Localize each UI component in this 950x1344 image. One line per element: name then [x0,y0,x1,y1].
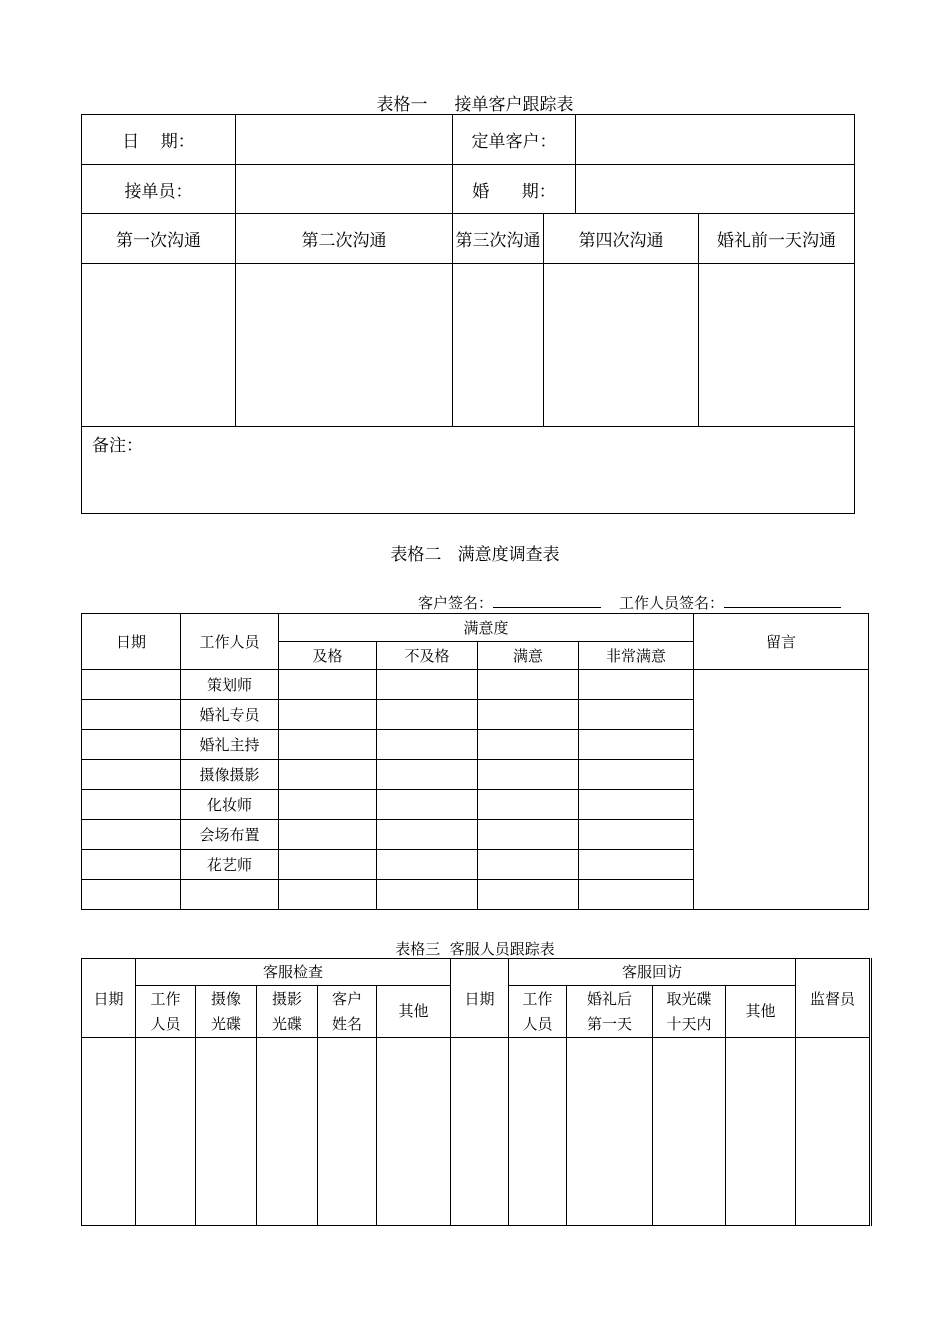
visit-staff-header: 工作 人员 [509,986,567,1038]
table-row-date[interactable] [82,670,181,700]
customer-sign-line[interactable] [493,592,601,608]
service-check-header: 客服检查 [136,959,451,986]
note-cell[interactable] [82,427,855,514]
table-row-date[interactable] [82,760,181,790]
comm-cell-4[interactable] [544,264,699,427]
comm-header-2: 第二次沟通 [236,214,453,264]
rating-cell[interactable] [579,850,694,880]
rating-cell[interactable] [377,850,478,880]
table-row-date[interactable] [82,700,181,730]
rating-cell[interactable] [377,670,478,700]
role-label: 摄像摄影 [181,760,279,790]
satisfaction-table [81,613,869,910]
check-other-header: 其他 [377,986,451,1038]
staff-sign-label: 工作人员签名： [619,594,725,612]
date-field[interactable] [236,115,453,165]
date-header: 日期 [82,959,136,1038]
order-customer-label: 定单客户： [453,115,576,165]
table-row-date[interactable] [82,730,181,760]
satisfaction-header: 满意度 [279,614,694,642]
rating-cell[interactable] [579,790,694,820]
note-label: 备注： [92,436,143,456]
order-customer-field[interactable] [576,115,855,165]
rating-cell[interactable] [377,760,478,790]
entry-cell[interactable] [196,1038,257,1226]
customer-signature [418,592,601,613]
check-staff-header: 工作 人员 [136,986,196,1038]
message-cell[interactable] [694,670,869,910]
receiver-label: 接单员： [82,165,236,214]
check-video-disc-header: 摄像 光碟 [196,986,257,1038]
rating-cell[interactable] [478,850,579,880]
supervisor-header: 监督员 [796,959,871,1038]
level-very-satisfied: 非常满意 [579,642,694,670]
entry-cell[interactable] [567,1038,653,1226]
rating-cell[interactable] [279,760,377,790]
table-row-date[interactable] [82,820,181,850]
role-label: 花艺师 [181,850,279,880]
service-visit-header: 客服回访 [509,959,796,986]
wedding-date-label: 婚 期： [453,165,576,214]
rating-cell[interactable] [579,700,694,730]
entry-cell[interactable] [82,1038,136,1226]
message-header: 留言 [694,614,869,670]
customer-tracking-table [81,114,855,514]
level-satisfied: 满意 [478,642,579,670]
rating-cell[interactable] [279,790,377,820]
staff-signature [619,592,841,613]
rating-cell[interactable] [478,820,579,850]
table-row-date[interactable] [82,880,181,910]
rating-cell[interactable] [377,700,478,730]
table1-caption: 表格一 接单客户跟踪表 [376,95,574,115]
date-label: 日 期： [82,115,236,165]
rating-cell[interactable] [478,700,579,730]
rating-cell[interactable] [377,880,478,910]
check-photo-disc-header: 摄影 光碟 [257,986,318,1038]
rating-cell[interactable] [478,880,579,910]
rating-cell[interactable] [377,790,478,820]
comm-header-1: 第一次沟通 [82,214,236,264]
wedding-date-field[interactable] [576,165,855,214]
role-label[interactable] [181,880,279,910]
rating-cell[interactable] [579,880,694,910]
table-row-date[interactable] [82,790,181,820]
table3-caption: 表格三 客服人员跟踪表 [395,940,555,958]
role-label: 婚礼专员 [181,700,279,730]
customer-sign-label: 客户签名： [418,594,494,612]
rating-cell[interactable] [579,760,694,790]
entry-cell[interactable] [377,1038,451,1226]
entry-cell[interactable] [136,1038,196,1226]
staff-header: 工作人员 [181,614,279,670]
rating-cell[interactable] [279,730,377,760]
rating-cell[interactable] [579,670,694,700]
entry-cell[interactable] [796,1038,871,1226]
entry-cell[interactable] [653,1038,726,1226]
comm-header-3: 第三次沟通 [453,214,544,264]
date-header: 日期 [82,614,181,670]
role-label: 策划师 [181,670,279,700]
rating-cell[interactable] [279,820,377,850]
rating-cell[interactable] [279,670,377,700]
visit-first-day-header: 婚礼后 第一天 [567,986,653,1038]
comm-cell-1[interactable] [82,264,236,427]
comm-cell-2[interactable] [236,264,453,427]
service-tracking-table [81,958,872,1226]
rating-cell[interactable] [579,730,694,760]
entry-cell[interactable] [726,1038,796,1226]
rating-cell[interactable] [279,700,377,730]
entry-cell[interactable] [257,1038,318,1226]
rating-cell[interactable] [579,820,694,850]
table-row-date[interactable] [82,850,181,880]
level-pass: 及格 [279,642,377,670]
rating-cell[interactable] [377,730,478,760]
rating-cell[interactable] [279,850,377,880]
level-fail: 不及格 [377,642,478,670]
role-label: 化妆师 [181,790,279,820]
staff-sign-line[interactable] [724,592,841,608]
date2-header: 日期 [451,959,509,1038]
rating-cell[interactable] [478,730,579,760]
rating-cell[interactable] [478,760,579,790]
table2-caption: 表格二 满意度调查表 [390,545,560,565]
comm-header-4: 第四次沟通 [544,214,699,264]
comm-cell-5[interactable] [699,264,855,427]
receiver-field[interactable] [236,165,453,214]
visit-other-header: 其他 [726,986,796,1038]
check-customer-name-header: 客户 姓名 [318,986,377,1038]
role-label: 婚礼主持 [181,730,279,760]
comm-header-5: 婚礼前一天沟通 [699,214,855,264]
entry-cell[interactable] [318,1038,377,1226]
rating-cell[interactable] [279,880,377,910]
rating-cell[interactable] [478,790,579,820]
role-label: 会场布置 [181,820,279,850]
comm-cell-3[interactable] [453,264,544,427]
rating-cell[interactable] [377,820,478,850]
entry-cell[interactable] [451,1038,509,1226]
entry-cell[interactable] [509,1038,567,1226]
rating-cell[interactable] [478,670,579,700]
visit-disc-pickup-header: 取光碟 十天内 [653,986,726,1038]
